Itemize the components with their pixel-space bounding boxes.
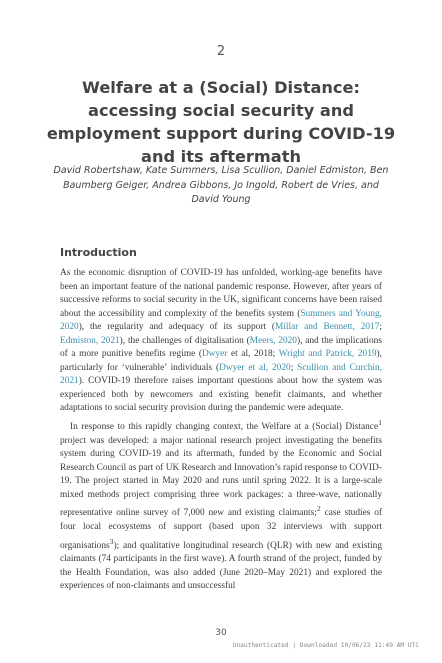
text-run: In response to this rapidly changing context, the Welfare at a (Social) Distance	[70, 422, 379, 433]
citation-link[interactable]: Wright and Patrick, 2019	[278, 349, 377, 360]
body-text	[60, 267, 382, 594]
text-run: ), the challenges of digitalisation (	[119, 335, 250, 346]
chapter-number: 2	[216, 44, 226, 59]
text-run: ), and the implications of a more punitive benefits regime (	[60, 335, 382, 360]
text-run: ); and qualitative longitudinal research (QLR) with new and existing claimants (74 participants in the first wave). A fourth strand of the project, funded by the Health Foundation, was also added (June 2020–May 2021) and explored the experiences of non-claimants and unsuccessful	[60, 540, 382, 592]
citation-link[interactable]: Dwyer	[201, 349, 228, 360]
page-number: 30	[215, 628, 227, 638]
text-run: ). COVID-19 therefore raises important questions about how the system was experienced both by newcomers and existing benefit claimants, and whether adaptations to social security provision during the pandemic were adequate.	[60, 376, 382, 414]
text-run: ), particularly for ‘vulnerable’ individuals (	[60, 349, 382, 373]
text-run: project was developed: a major national research project investigating the benefits system during COVID-19 and its aftermath, funded by the Economic and Social Research Council as part of UK Research and Innovation’s rapid response to COVID-19. The project started in May 2020 and runs until spring 2022. It is a large-scale mixed methods project comprising three work packages: a three-wave, nationally representative online survey of 7,000 new and existing claimants;	[60, 435, 382, 519]
author-list: David Robertshaw, Kate Summers, Lisa Scullion, Daniel Edmiston, Ben Baumberg Geiger, Andrea Gibbons, Jo Ingold, Robert de Vries, and David Young	[53, 165, 389, 205]
paragraph	[60, 267, 382, 416]
footnote-marker[interactable]: 3	[109, 536, 114, 546]
paragraph	[60, 416, 382, 594]
citation-link[interactable]: Dwyer et al, 2020	[219, 362, 291, 373]
footnote-marker[interactable]: 2	[316, 504, 321, 514]
footnote-marker[interactable]: 1	[378, 418, 382, 428]
citation-link[interactable]: Scullion and Curchin, 2021	[60, 362, 383, 387]
text-run: ;	[290, 362, 298, 373]
text-run: case studies of four local ecosystems of support (based upon 32 interviews with support organisations	[60, 508, 382, 551]
citation-link[interactable]: Summers and Young, 2020	[60, 308, 382, 333]
text-run: ), the regularity and adequacy of its support (	[78, 322, 275, 333]
download-watermark: Unauthenticated | Downloaded 10/06/23 11:49 AM UTC	[232, 642, 419, 649]
citation-link[interactable]: Millar and Bennett, 2017	[274, 322, 380, 333]
chapter-title: Welfare at a (Social) Distance: accessing social security and employment support during COVID-19 and its aftermath	[46, 78, 396, 166]
text-run: ;	[379, 322, 382, 333]
text-run: As the economic disruption of COVID-19 has unfolded, working-age benefits have been an important feature of the national pandemic response. However, after years of successive reforms to social security in the UK, significant concerns have been raised about the accessibility and complexity of the benefits system (	[60, 268, 382, 319]
citation-link[interactable]: Edmiston, 2021	[60, 335, 120, 346]
citation-link[interactable]: Meers, 2020	[249, 335, 297, 346]
text-run: et al, 2018;	[227, 349, 279, 360]
section-heading: Introduction	[60, 246, 137, 259]
